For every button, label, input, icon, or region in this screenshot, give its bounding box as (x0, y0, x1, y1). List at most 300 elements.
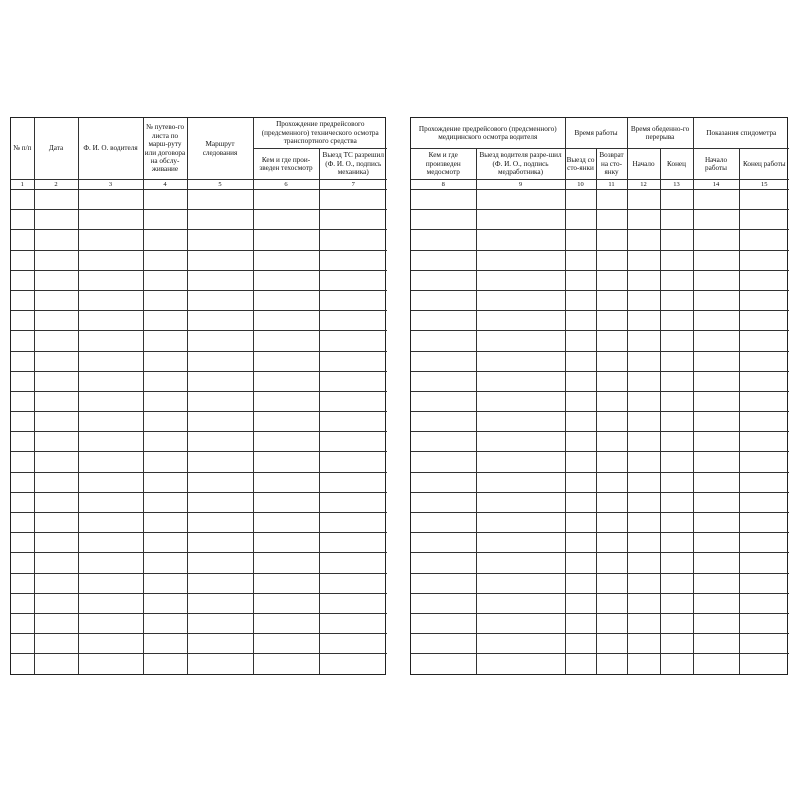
table-cell[interactable] (739, 371, 789, 391)
table-cell[interactable] (78, 371, 143, 391)
table-cell[interactable] (660, 654, 693, 674)
table-cell[interactable] (143, 210, 187, 230)
table-cell[interactable] (34, 270, 78, 290)
table-cell[interactable] (253, 412, 319, 432)
table-cell[interactable] (143, 331, 187, 351)
table-cell[interactable] (627, 351, 660, 371)
table-cell[interactable] (476, 311, 565, 331)
table-cell[interactable] (596, 513, 627, 533)
table-cell[interactable] (11, 533, 34, 553)
table-cell[interactable] (739, 290, 789, 310)
table-cell[interactable] (627, 210, 660, 230)
table-cell[interactable] (596, 290, 627, 310)
table-cell[interactable] (187, 513, 253, 533)
table-cell[interactable] (565, 210, 596, 230)
table-cell[interactable] (78, 432, 143, 452)
table-cell[interactable] (319, 452, 387, 472)
table-cell[interactable] (143, 452, 187, 472)
table-cell[interactable] (739, 210, 789, 230)
table-cell[interactable] (34, 533, 78, 553)
table-cell[interactable] (739, 613, 789, 633)
table-cell[interactable] (187, 432, 253, 452)
table-cell[interactable] (476, 331, 565, 351)
table-cell[interactable] (693, 311, 739, 331)
table-cell[interactable] (693, 230, 739, 250)
table-cell[interactable] (78, 351, 143, 371)
table-cell[interactable] (627, 331, 660, 351)
table-cell[interactable] (660, 230, 693, 250)
table-cell[interactable] (11, 290, 34, 310)
table-cell[interactable] (11, 553, 34, 573)
table-cell[interactable] (596, 573, 627, 593)
table-cell[interactable] (739, 230, 789, 250)
table-cell[interactable] (143, 593, 187, 613)
table-cell[interactable] (660, 573, 693, 593)
table-cell[interactable] (253, 290, 319, 310)
table-cell[interactable] (78, 210, 143, 230)
table-cell[interactable] (565, 492, 596, 512)
table-cell[interactable] (187, 613, 253, 633)
table-cell[interactable] (143, 654, 187, 674)
table-cell[interactable] (143, 533, 187, 553)
table-cell[interactable] (11, 654, 34, 674)
table-cell[interactable] (411, 573, 476, 593)
table-cell[interactable] (253, 351, 319, 371)
table-cell[interactable] (319, 290, 387, 310)
table-cell[interactable] (693, 654, 739, 674)
table-cell[interactable] (739, 391, 789, 411)
table-cell[interactable] (565, 472, 596, 492)
table-cell[interactable] (187, 533, 253, 553)
table-cell[interactable] (739, 331, 789, 351)
table-cell[interactable] (143, 270, 187, 290)
table-cell[interactable] (187, 351, 253, 371)
table-cell[interactable] (78, 412, 143, 432)
table-cell[interactable] (596, 654, 627, 674)
table-cell[interactable] (411, 634, 476, 654)
table-cell[interactable] (476, 351, 565, 371)
table-cell[interactable] (187, 553, 253, 573)
table-cell[interactable] (253, 432, 319, 452)
table-cell[interactable] (660, 331, 693, 351)
table-cell[interactable] (411, 331, 476, 351)
table-cell[interactable] (143, 492, 187, 512)
table-cell[interactable] (143, 634, 187, 654)
table-cell[interactable] (11, 432, 34, 452)
table-cell[interactable] (739, 553, 789, 573)
table-cell[interactable] (319, 270, 387, 290)
table-cell[interactable] (565, 654, 596, 674)
table-cell[interactable] (565, 452, 596, 472)
table-cell[interactable] (565, 311, 596, 331)
table-cell[interactable] (627, 513, 660, 533)
table-cell[interactable] (739, 513, 789, 533)
table-cell[interactable] (476, 210, 565, 230)
table-cell[interactable] (11, 412, 34, 432)
table-cell[interactable] (693, 190, 739, 210)
table-cell[interactable] (187, 492, 253, 512)
table-cell[interactable] (739, 250, 789, 270)
table-cell[interactable] (693, 250, 739, 270)
table-cell[interactable] (627, 412, 660, 432)
table-cell[interactable] (319, 331, 387, 351)
table-cell[interactable] (34, 190, 78, 210)
table-cell[interactable] (627, 230, 660, 250)
table-cell[interactable] (476, 654, 565, 674)
table-cell[interactable] (739, 412, 789, 432)
table-cell[interactable] (11, 472, 34, 492)
table-cell[interactable] (319, 250, 387, 270)
table-cell[interactable] (143, 391, 187, 411)
table-cell[interactable] (11, 613, 34, 633)
table-cell[interactable] (476, 432, 565, 452)
table-cell[interactable] (319, 230, 387, 250)
table-cell[interactable] (693, 432, 739, 452)
table-cell[interactable] (253, 331, 319, 351)
table-cell[interactable] (411, 250, 476, 270)
table-cell[interactable] (693, 553, 739, 573)
table-cell[interactable] (565, 371, 596, 391)
table-cell[interactable] (693, 331, 739, 351)
table-cell[interactable] (476, 573, 565, 593)
table-cell[interactable] (596, 351, 627, 371)
table-cell[interactable] (627, 533, 660, 553)
table-cell[interactable] (11, 452, 34, 472)
table-cell[interactable] (253, 190, 319, 210)
table-cell[interactable] (78, 492, 143, 512)
table-cell[interactable] (739, 654, 789, 674)
table-cell[interactable] (565, 270, 596, 290)
table-cell[interactable] (565, 290, 596, 310)
table-cell[interactable] (565, 573, 596, 593)
table-cell[interactable] (11, 513, 34, 533)
table-cell[interactable] (253, 472, 319, 492)
table-cell[interactable] (34, 351, 78, 371)
table-cell[interactable] (693, 593, 739, 613)
table-cell[interactable] (411, 533, 476, 553)
table-cell[interactable] (143, 553, 187, 573)
table-cell[interactable] (660, 250, 693, 270)
table-cell[interactable] (476, 270, 565, 290)
table-cell[interactable] (565, 533, 596, 553)
table-cell[interactable] (596, 371, 627, 391)
table-cell[interactable] (660, 391, 693, 411)
table-cell[interactable] (78, 290, 143, 310)
table-cell[interactable] (596, 492, 627, 512)
table-cell[interactable] (565, 593, 596, 613)
table-cell[interactable] (693, 270, 739, 290)
table-cell[interactable] (187, 250, 253, 270)
table-cell[interactable] (143, 513, 187, 533)
table-cell[interactable] (319, 391, 387, 411)
table-cell[interactable] (565, 230, 596, 250)
table-cell[interactable] (411, 593, 476, 613)
table-cell[interactable] (253, 210, 319, 230)
table-cell[interactable] (739, 492, 789, 512)
table-cell[interactable] (596, 270, 627, 290)
table-cell[interactable] (476, 613, 565, 633)
table-cell[interactable] (627, 311, 660, 331)
table-cell[interactable] (739, 533, 789, 553)
table-cell[interactable] (78, 553, 143, 573)
table-cell[interactable] (596, 432, 627, 452)
table-cell[interactable] (34, 412, 78, 432)
table-cell[interactable] (34, 553, 78, 573)
table-cell[interactable] (693, 634, 739, 654)
table-cell[interactable] (78, 311, 143, 331)
table-cell[interactable] (739, 634, 789, 654)
table-cell[interactable] (187, 391, 253, 411)
table-cell[interactable] (411, 412, 476, 432)
table-cell[interactable] (693, 452, 739, 472)
table-cell[interactable] (187, 290, 253, 310)
table-cell[interactable] (693, 472, 739, 492)
table-cell[interactable] (596, 472, 627, 492)
table-cell[interactable] (143, 311, 187, 331)
table-cell[interactable] (143, 351, 187, 371)
table-cell[interactable] (565, 250, 596, 270)
table-cell[interactable] (660, 634, 693, 654)
table-cell[interactable] (660, 432, 693, 452)
table-cell[interactable] (34, 331, 78, 351)
table-cell[interactable] (253, 391, 319, 411)
table-cell[interactable] (693, 371, 739, 391)
table-cell[interactable] (34, 634, 78, 654)
table-cell[interactable] (34, 210, 78, 230)
table-cell[interactable] (660, 371, 693, 391)
table-cell[interactable] (78, 593, 143, 613)
table-cell[interactable] (660, 492, 693, 512)
table-cell[interactable] (739, 190, 789, 210)
table-cell[interactable] (253, 311, 319, 331)
table-cell[interactable] (143, 190, 187, 210)
table-cell[interactable] (693, 210, 739, 230)
table-cell[interactable] (596, 331, 627, 351)
table-cell[interactable] (660, 351, 693, 371)
table-cell[interactable] (660, 513, 693, 533)
table-cell[interactable] (411, 472, 476, 492)
table-cell[interactable] (78, 573, 143, 593)
table-cell[interactable] (319, 351, 387, 371)
table-cell[interactable] (476, 290, 565, 310)
table-cell[interactable] (476, 513, 565, 533)
table-cell[interactable] (693, 613, 739, 633)
table-cell[interactable] (319, 513, 387, 533)
table-cell[interactable] (187, 230, 253, 250)
table-cell[interactable] (596, 533, 627, 553)
table-cell[interactable] (596, 230, 627, 250)
table-cell[interactable] (660, 210, 693, 230)
table-cell[interactable] (596, 593, 627, 613)
table-cell[interactable] (660, 190, 693, 210)
table-cell[interactable] (78, 613, 143, 633)
table-cell[interactable] (627, 290, 660, 310)
table-cell[interactable] (627, 573, 660, 593)
table-cell[interactable] (596, 553, 627, 573)
table-cell[interactable] (78, 391, 143, 411)
table-cell[interactable] (319, 593, 387, 613)
table-cell[interactable] (627, 634, 660, 654)
table-cell[interactable] (11, 230, 34, 250)
table-cell[interactable] (187, 452, 253, 472)
table-cell[interactable] (627, 250, 660, 270)
table-cell[interactable] (187, 331, 253, 351)
table-cell[interactable] (565, 391, 596, 411)
table-cell[interactable] (565, 190, 596, 210)
table-cell[interactable] (660, 311, 693, 331)
table-cell[interactable] (34, 432, 78, 452)
table-cell[interactable] (693, 573, 739, 593)
table-cell[interactable] (627, 593, 660, 613)
table-cell[interactable] (660, 270, 693, 290)
table-cell[interactable] (78, 634, 143, 654)
table-cell[interactable] (739, 472, 789, 492)
table-cell[interactable] (627, 452, 660, 472)
table-cell[interactable] (319, 472, 387, 492)
table-cell[interactable] (596, 391, 627, 411)
table-cell[interactable] (78, 331, 143, 351)
table-cell[interactable] (34, 230, 78, 250)
table-cell[interactable] (143, 613, 187, 633)
table-cell[interactable] (11, 391, 34, 411)
table-cell[interactable] (660, 290, 693, 310)
table-cell[interactable] (143, 371, 187, 391)
table-cell[interactable] (34, 492, 78, 512)
table-cell[interactable] (34, 311, 78, 331)
table-cell[interactable] (187, 573, 253, 593)
table-cell[interactable] (34, 593, 78, 613)
table-cell[interactable] (253, 634, 319, 654)
table-cell[interactable] (11, 634, 34, 654)
table-cell[interactable] (660, 593, 693, 613)
table-cell[interactable] (34, 371, 78, 391)
table-cell[interactable] (319, 492, 387, 512)
table-cell[interactable] (253, 492, 319, 512)
table-cell[interactable] (11, 573, 34, 593)
table-cell[interactable] (660, 553, 693, 573)
table-cell[interactable] (476, 533, 565, 553)
table-cell[interactable] (739, 270, 789, 290)
table-cell[interactable] (34, 290, 78, 310)
table-cell[interactable] (319, 371, 387, 391)
table-cell[interactable] (11, 492, 34, 512)
table-cell[interactable] (253, 371, 319, 391)
table-cell[interactable] (693, 412, 739, 432)
table-cell[interactable] (253, 553, 319, 573)
table-cell[interactable] (34, 391, 78, 411)
table-cell[interactable] (319, 311, 387, 331)
table-cell[interactable] (187, 311, 253, 331)
table-cell[interactable] (319, 634, 387, 654)
table-cell[interactable] (78, 250, 143, 270)
table-cell[interactable] (596, 412, 627, 432)
table-cell[interactable] (187, 472, 253, 492)
table-cell[interactable] (34, 613, 78, 633)
table-cell[interactable] (476, 391, 565, 411)
table-cell[interactable] (476, 190, 565, 210)
table-cell[interactable] (11, 190, 34, 210)
table-cell[interactable] (143, 290, 187, 310)
table-cell[interactable] (411, 553, 476, 573)
table-cell[interactable] (11, 270, 34, 290)
table-cell[interactable] (34, 654, 78, 674)
table-cell[interactable] (411, 492, 476, 512)
table-cell[interactable] (596, 210, 627, 230)
table-cell[interactable] (565, 613, 596, 633)
table-cell[interactable] (627, 391, 660, 411)
table-cell[interactable] (739, 452, 789, 472)
table-cell[interactable] (693, 351, 739, 371)
table-cell[interactable] (34, 472, 78, 492)
table-cell[interactable] (253, 452, 319, 472)
table-cell[interactable] (565, 513, 596, 533)
table-cell[interactable] (693, 290, 739, 310)
table-cell[interactable] (596, 613, 627, 633)
table-cell[interactable] (411, 270, 476, 290)
table-cell[interactable] (693, 492, 739, 512)
table-cell[interactable] (187, 210, 253, 230)
table-cell[interactable] (411, 190, 476, 210)
table-cell[interactable] (34, 452, 78, 472)
table-cell[interactable] (476, 634, 565, 654)
table-cell[interactable] (187, 412, 253, 432)
table-cell[interactable] (78, 452, 143, 472)
table-cell[interactable] (411, 391, 476, 411)
table-cell[interactable] (476, 492, 565, 512)
table-cell[interactable] (187, 593, 253, 613)
table-cell[interactable] (78, 533, 143, 553)
table-cell[interactable] (11, 250, 34, 270)
table-cell[interactable] (411, 351, 476, 371)
table-cell[interactable] (78, 654, 143, 674)
table-cell[interactable] (78, 230, 143, 250)
table-cell[interactable] (411, 290, 476, 310)
table-cell[interactable] (411, 210, 476, 230)
table-cell[interactable] (660, 452, 693, 472)
table-cell[interactable] (565, 412, 596, 432)
table-cell[interactable] (253, 270, 319, 290)
table-cell[interactable] (319, 573, 387, 593)
table-cell[interactable] (319, 613, 387, 633)
table-cell[interactable] (319, 553, 387, 573)
table-cell[interactable] (411, 654, 476, 674)
table-cell[interactable] (627, 190, 660, 210)
table-cell[interactable] (476, 593, 565, 613)
table-cell[interactable] (565, 331, 596, 351)
table-cell[interactable] (253, 573, 319, 593)
table-cell[interactable] (143, 230, 187, 250)
table-cell[interactable] (411, 613, 476, 633)
table-cell[interactable] (476, 250, 565, 270)
table-cell[interactable] (78, 190, 143, 210)
table-cell[interactable] (78, 513, 143, 533)
table-cell[interactable] (476, 472, 565, 492)
table-cell[interactable] (660, 472, 693, 492)
table-cell[interactable] (476, 412, 565, 432)
table-cell[interactable] (660, 412, 693, 432)
table-cell[interactable] (187, 634, 253, 654)
table-cell[interactable] (78, 472, 143, 492)
table-cell[interactable] (596, 190, 627, 210)
table-cell[interactable] (739, 432, 789, 452)
table-cell[interactable] (739, 593, 789, 613)
table-cell[interactable] (187, 371, 253, 391)
table-cell[interactable] (143, 432, 187, 452)
table-cell[interactable] (627, 432, 660, 452)
table-cell[interactable] (565, 351, 596, 371)
table-cell[interactable] (34, 573, 78, 593)
table-cell[interactable] (319, 210, 387, 230)
